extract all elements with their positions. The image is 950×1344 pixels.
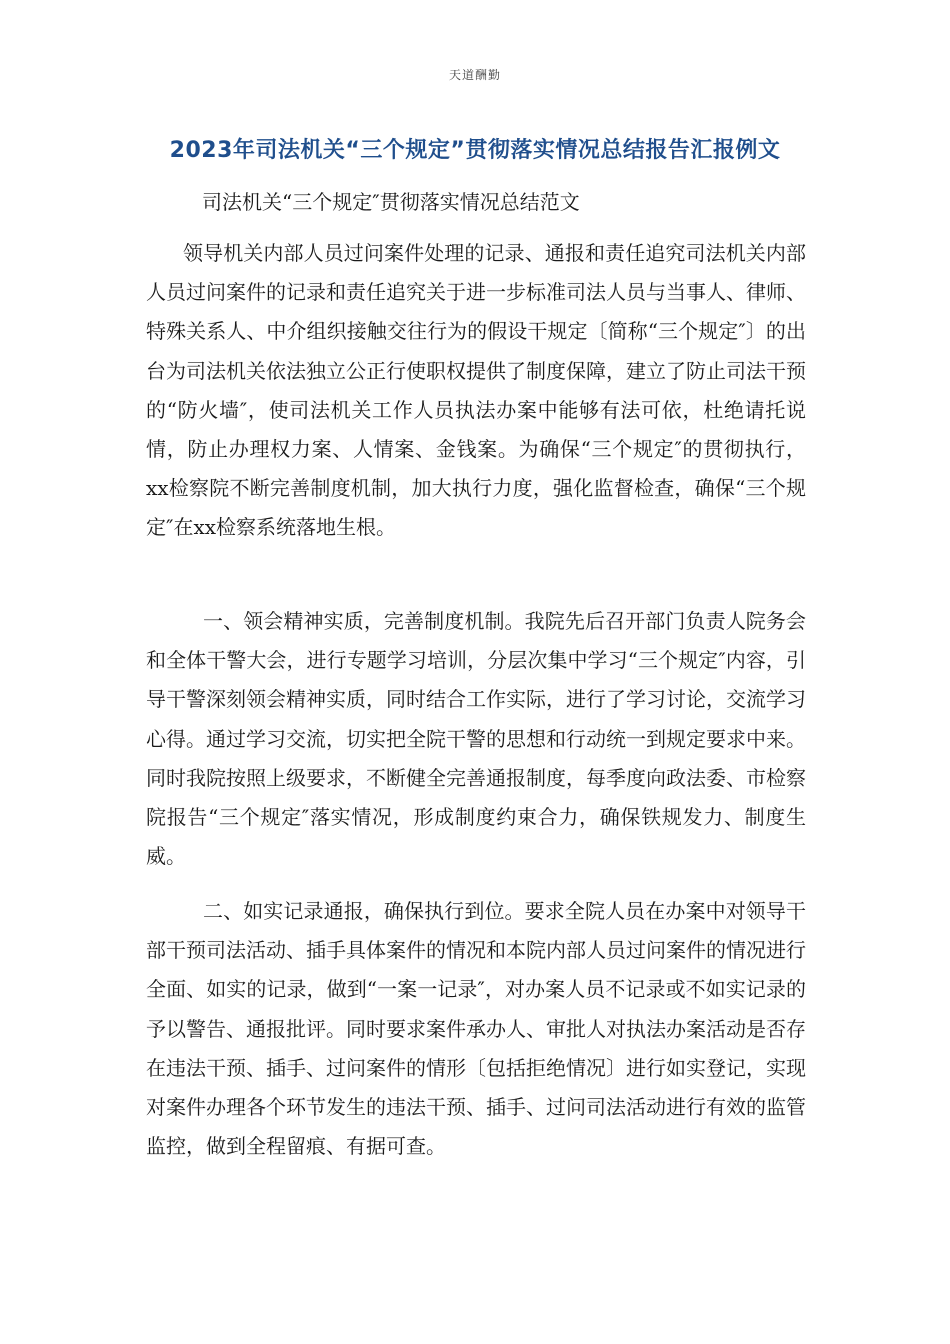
paragraph-intro: 领导机关内部人员过问案件处理的记录、通报和责任追究司法机关内部人员过问案件的记录和责任追究关于进一步标准司法人员与当事人、律师、特殊关系人、中介组织接触交往行为的假设干规定〔简称“三个规定″〕的出台为司法机关依法独立公正行使职权提供了制度保障，建立了防止司法干预的“防火墙″，使司法机关工作人员执法办案中能够有法可依，杜绝请托说情，防止办理权力案、人情案、金钱案。为确保“三个规定″的贯彻执行，xx检察院不断完善制度机制，加大执行力度，强化监督检查，确保“三个规定″在xx检察系统落地生根。: [146, 241, 806, 540]
header-watermark: 天道酬勤: [448, 68, 501, 82]
paragraph-section-two: 二、如实记录通报，确保执行到位。要求全院人员在办案中对领导干部干预司法活动、插手具体案件的情况和本院内部人员过问案件的情况进行全面、如实的记录，做到“一案一记录″，对办案人员不记录或不如实记录的予以警告、通报批评。同时要求案件承办人、审批人对执法办案活动是否存在违法干预、插手、过问案件的情形〔包括拒绝情况〕进行如实登记，实现对案件办理各个环节发生的违法干预、插手、过问司法活动进行有效的监管监控，做到全程留痕、有据可查。: [146, 899, 806, 1159]
paragraph-section-one: 一、领会精神实质，完善制度机制。我院先后召开部门负责人院务会和全体干警大会，进行专题学习培训，分层次集中学习“三个规定″内容，引导干警深刻领会精神实质，同时结合工作实际，进行了学习讨论，交流学习心得。通过学习交流，切实把全院干警的思想和行动统一到规定要求中来。同时我院按照上级要求，不断健全完善通报制度，每季度向政法委、市检察院报告“三个规定″落实情况，形成制度约束合力，确保铁规发力、制度生威。: [146, 609, 806, 869]
document-title: 2023年司法机关“三个规定”贯彻落实情况总结报告汇报例文: [169, 138, 781, 163]
document-subtitle: 司法机关“三个规定″贯彻落实情况总结范文: [202, 190, 580, 214]
